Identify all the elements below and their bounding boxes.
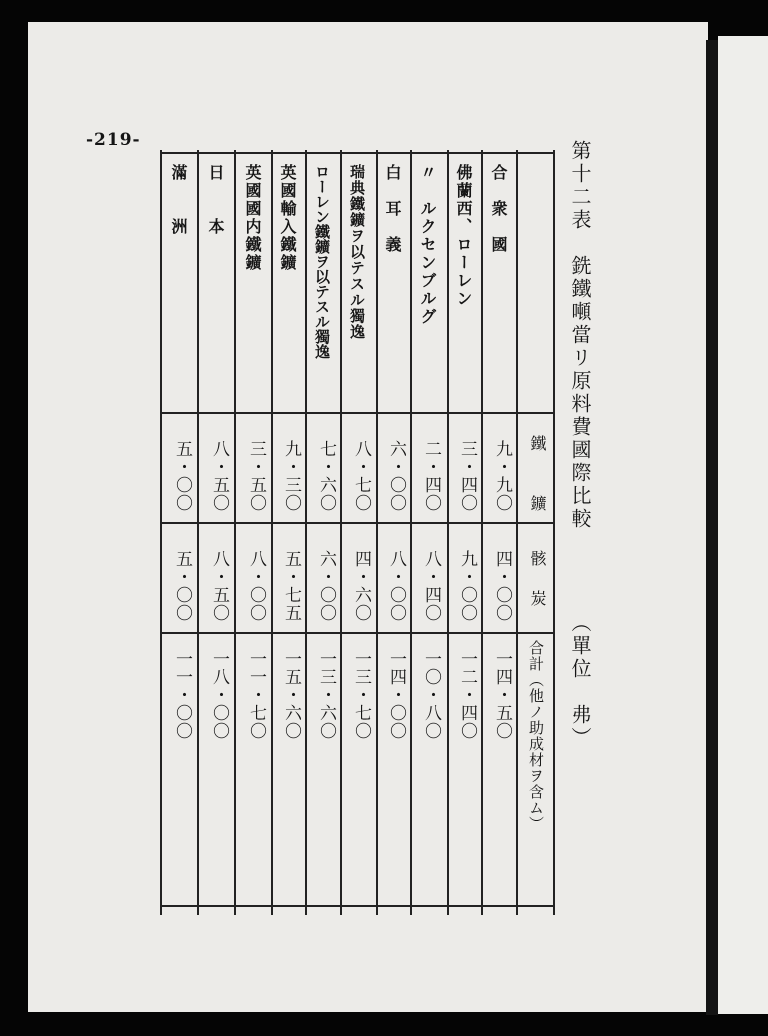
table-unit: （單位 弗）: [568, 612, 592, 750]
total-value: 一三・七〇: [351, 650, 371, 740]
total-value: 一八・〇〇: [209, 650, 229, 740]
header-coke: 骸 炭: [528, 550, 547, 610]
row-label-japan: 日 本: [206, 164, 225, 236]
header-ore: 鐵 鑛: [528, 435, 547, 515]
ore-value: 五・〇〇: [172, 440, 192, 512]
total-value: 一一・〇〇: [172, 650, 192, 740]
ore-section-rule: [160, 522, 555, 524]
ore-value: 二・四〇: [421, 440, 441, 512]
ore-value: 八・七〇: [351, 440, 371, 512]
ore-value: 九・九〇: [492, 440, 512, 512]
table-title: 第十二表 銑鐵噸當リ原料費國際比較: [568, 140, 592, 531]
table-right-border: [553, 150, 555, 915]
col-separator: [516, 150, 518, 915]
total-value: 一二・四〇: [457, 650, 477, 740]
label-section-rule: [160, 412, 555, 414]
total-value: 一三・六〇: [316, 650, 336, 740]
coke-value: 六・〇〇: [316, 550, 336, 622]
book-spine: [706, 40, 718, 1015]
coke-value: 八・〇〇: [246, 550, 266, 622]
col-separator: [234, 150, 236, 915]
coke-value: 九・〇〇: [457, 550, 477, 622]
ore-value: 八・五〇: [209, 440, 229, 512]
col-separator: [481, 150, 483, 915]
col-separator: [271, 150, 273, 915]
coke-value: 四・〇〇: [492, 550, 512, 622]
row-label-usa: 合 衆 國: [489, 164, 508, 254]
row-label-uk-domestic-ore: 英國國内鐵鑛: [243, 164, 262, 272]
ore-value: 三・五〇: [246, 440, 266, 512]
col-separator: [447, 150, 449, 915]
coke-value: 五・〇〇: [172, 550, 192, 622]
header-total: 合計（他ノ助成材ヲ含ム）: [527, 640, 545, 832]
col-separator: [197, 150, 199, 915]
row-label-germany-swedish-ore: 瑞典鐵鑛ヲ以テスル獨逸: [348, 164, 366, 340]
col-separator: [376, 150, 378, 915]
cost-comparison-table: [160, 150, 555, 915]
col-separator: [305, 150, 307, 915]
next-page-edge: [718, 36, 768, 1014]
total-value: 一五・六〇: [281, 650, 301, 740]
table-bottom-rule: [160, 905, 555, 907]
row-label-luxembourg: 〃 ルクセンブルグ: [418, 164, 437, 326]
page-number: -219-: [86, 130, 141, 150]
table-left-border: [160, 150, 162, 915]
row-label-uk-imported-ore: 英國輸入鐵鑛: [278, 164, 297, 272]
coke-value: 五・七五: [281, 550, 301, 622]
col-separator: [410, 150, 412, 915]
total-value: 一四・〇〇: [386, 650, 406, 740]
coke-value: 八・四〇: [421, 550, 441, 622]
coke-value: 八・五〇: [209, 550, 229, 622]
coke-section-rule: [160, 632, 555, 634]
ore-value: 九・三〇: [281, 440, 301, 512]
table-top-rule: [160, 152, 555, 154]
ore-value: 三・四〇: [457, 440, 477, 512]
row-label-manchuria: 滿 洲: [169, 164, 188, 236]
col-separator: [340, 150, 342, 915]
total-value: 一〇・八〇: [421, 650, 441, 740]
total-value: 一四・五〇: [492, 650, 512, 740]
total-value: 一一・七〇: [246, 650, 266, 740]
ore-value: 七・六〇: [316, 440, 336, 512]
coke-value: 四・六〇: [351, 550, 371, 622]
row-label-france-lorraine: 佛蘭西、ローレン: [454, 164, 473, 308]
ore-value: 六・〇〇: [386, 440, 406, 512]
row-label-germany-lorraine-ore: ローレン鐵鑛ヲ以テスル獨逸: [313, 164, 331, 359]
coke-value: 八・〇〇: [386, 550, 406, 622]
row-label-belgium: 白 耳 義: [383, 164, 402, 254]
